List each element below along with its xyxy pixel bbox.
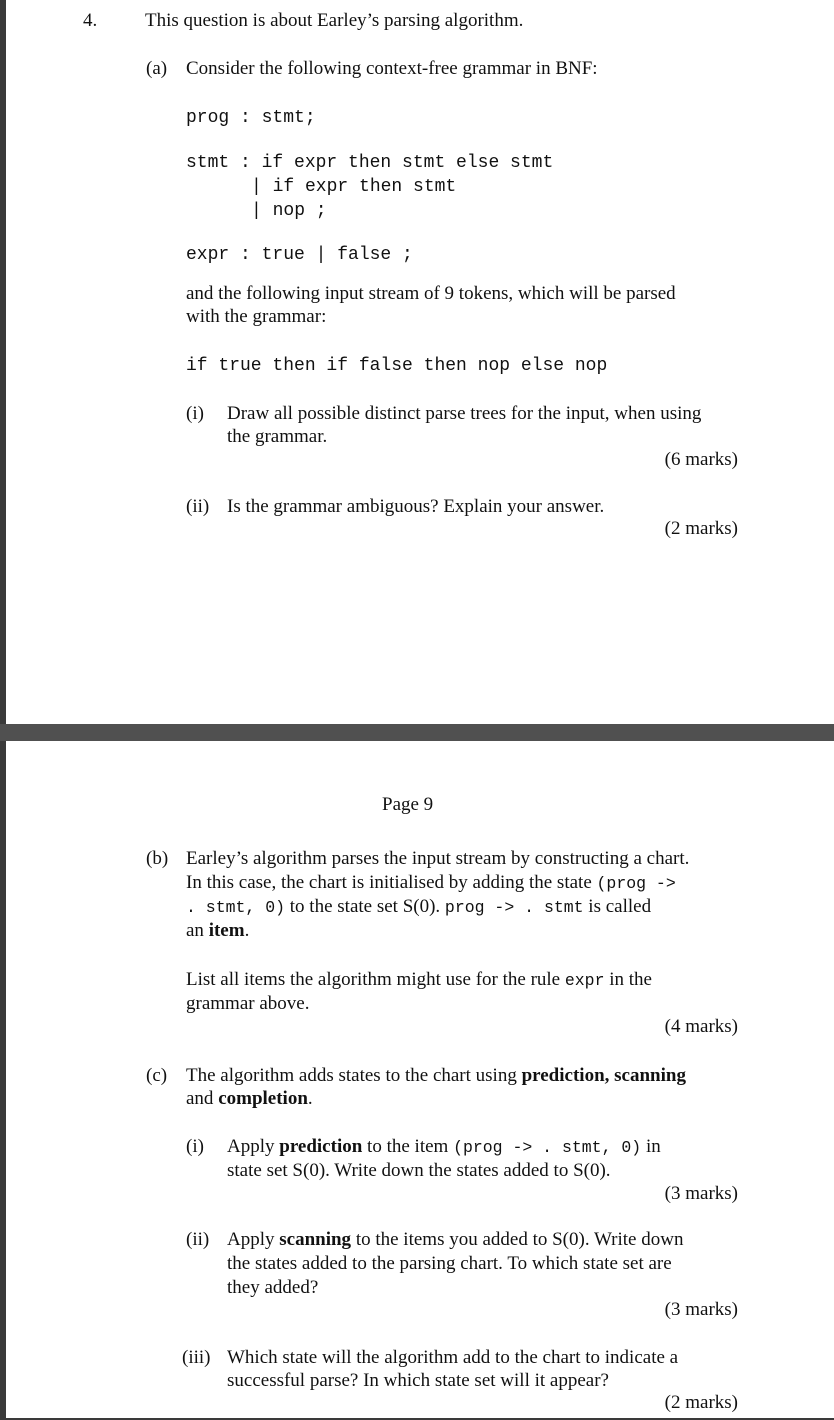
page-separator [0, 724, 834, 741]
part-c-line-1: The algorithm adds states to the chart using prediction, scanning [186, 1065, 686, 1086]
part-c-iii-label: (iii) [182, 1347, 211, 1368]
part-c-i-line-2: state set S(0). Write down the states added to S(0). [227, 1160, 611, 1181]
part-c-i-label: (i) [186, 1136, 204, 1157]
part-b-marks: (4 marks) [664, 1016, 738, 1037]
grammar-stmt-rule-2: | if expr then stmt [251, 177, 457, 197]
grammar-expr-rule: expr : true | false ; [186, 245, 413, 265]
exam-page-bottom [6, 741, 834, 1418]
part-a-i-line-2: the grammar. [227, 426, 328, 447]
part-a-ii-label: (ii) [186, 496, 210, 517]
part-a-ii-marks: (2 marks) [664, 518, 738, 539]
page-number: Page 9 [382, 794, 434, 815]
input-intro-line-1: and the following input stream of 9 tokens, which will be parsed [186, 283, 676, 304]
part-b-line-4: an item. [186, 920, 250, 941]
grammar-stmt-rule-3: | nop ; [251, 201, 327, 221]
part-c-iii-line-2: successful parse? In which state set will it appear? [227, 1370, 609, 1391]
part-c-iii-marks: (2 marks) [664, 1392, 738, 1413]
part-a-i-label: (i) [186, 403, 204, 424]
part-b-line-2: In this case, the chart is initialised by adding the state (prog -> [186, 872, 676, 893]
part-a-text: Consider the following context-free grammar in BNF: [186, 58, 598, 79]
part-c-line-2: and completion. [186, 1088, 313, 1109]
exam-page-top [6, 0, 834, 724]
question-number: 4. [83, 10, 98, 31]
part-c-i-line-1: Apply prediction to the item (prog -> . stmt, 0) in [227, 1136, 661, 1157]
part-c-iii-line-1: Which state will the algorithm add to the chart to indicate a [227, 1347, 679, 1368]
part-c-ii-line-2: the states added to the parsing chart. To which state set are [227, 1253, 672, 1274]
input-stream: if true then if false then nop else nop [186, 356, 608, 376]
part-b-line-3: . stmt, 0) to the state set S(0). prog -> . stmt is called [186, 896, 652, 917]
part-a-label: (a) [146, 58, 168, 79]
part-b-label: (b) [146, 848, 169, 869]
part-c-ii-line-1: Apply scanning to the items you added to S(0). Write down [227, 1229, 684, 1250]
grammar-stmt-rule-1: stmt : if expr then stmt else stmt [186, 153, 554, 173]
part-b-list-line-1: List all items the algorithm might use for the rule expr in the [186, 969, 652, 990]
part-a-i-line-1: Draw all possible distinct parse trees for the input, when using [227, 403, 702, 424]
question-intro: This question is about Earley’s parsing algorithm. [145, 10, 524, 31]
grammar-prog-rule: prog : stmt; [186, 108, 316, 128]
part-a-ii-line-1: Is the grammar ambiguous? Explain your answer. [227, 496, 605, 517]
part-c-ii-label: (ii) [186, 1229, 210, 1250]
part-a-i-marks: (6 marks) [664, 449, 738, 470]
part-c-label: (c) [146, 1065, 168, 1086]
part-c-i-marks: (3 marks) [664, 1183, 738, 1204]
part-b-line-1: Earley’s algorithm parses the input stream by constructing a chart. [186, 848, 690, 869]
input-intro-line-2: with the grammar: [186, 306, 327, 327]
part-b-list-line-2: grammar above. [186, 993, 310, 1014]
part-c-ii-line-3: they added? [227, 1277, 319, 1298]
part-c-ii-marks: (3 marks) [664, 1299, 738, 1320]
